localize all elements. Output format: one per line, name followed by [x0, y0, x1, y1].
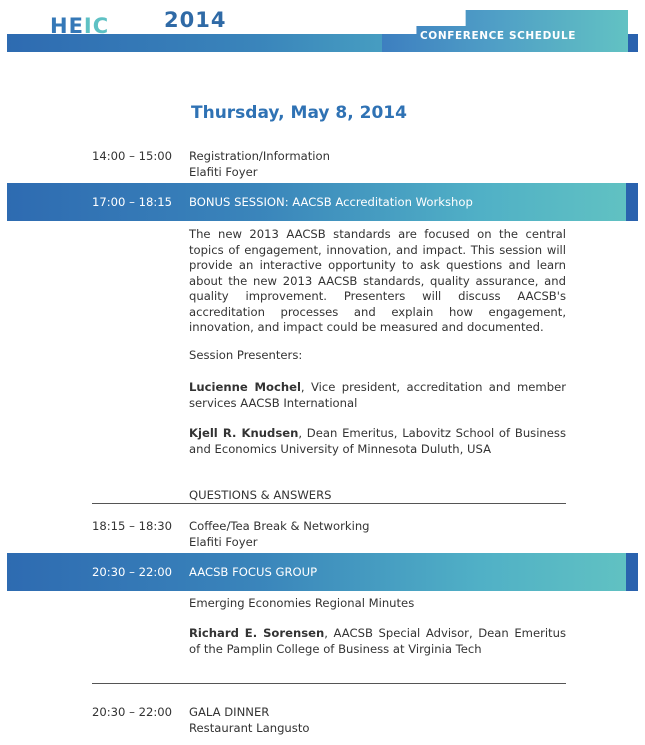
schedule-location: Restaurant Langusto — [189, 721, 310, 735]
schedule-row-focus-group — [7, 553, 638, 591]
section-title: CONFERENCE SCHEDULE — [420, 30, 577, 42]
presenter-name: Kjell R. Knudsen — [189, 426, 299, 440]
conference-year: 2014 — [164, 8, 227, 32]
presenter-entry — [189, 380, 566, 411]
schedule-row-bonus-session — [7, 183, 638, 221]
schedule-location: Elafiti Foyer — [189, 165, 258, 179]
schedule-location: Elafiti Foyer — [189, 535, 258, 549]
day-title: Thursday, May 8, 2014 — [191, 103, 407, 123]
qa-label: QUESTIONS & ANSWERS — [189, 488, 332, 502]
schedule-time: 14:00 – 15:00 — [92, 149, 172, 163]
schedule-title: Registration/Information — [189, 149, 330, 163]
schedule-title: Coffee/Tea Break & Networking — [189, 519, 370, 533]
schedule-title: BONUS SESSION: AACSB Accreditation Workshop — [189, 195, 473, 209]
logo-text-part1: HE — [50, 14, 84, 38]
conference-logo — [50, 14, 109, 38]
divider — [92, 683, 566, 684]
presenter-detail: , Vice president, accreditation and member services AACSB International — [189, 380, 566, 410]
presenter-entry — [189, 626, 566, 657]
schedule-time: 20:30 – 22:00 — [92, 705, 172, 719]
logo-text-part2: IC — [83, 14, 110, 38]
focus-group-subtitle: Emerging Economies Regional Minutes — [189, 596, 415, 610]
presenter-name: Richard E. Sorensen — [189, 626, 325, 640]
presenter-detail: , AACSB Special Advisor, Dean Emeritus of the Pamplin College of Business at Virginia Tech — [189, 626, 566, 656]
presenters-label: Session Presenters: — [189, 348, 303, 362]
schedule-time: 18:15 – 18:30 — [92, 519, 172, 533]
schedule-title: GALA DINNER — [189, 705, 270, 719]
schedule-title: AACSB FOCUS GROUP — [189, 565, 318, 579]
divider — [92, 503, 566, 504]
schedule-time: 20:30 – 22:00 — [92, 565, 172, 579]
schedule-time: 17:00 – 18:15 — [92, 195, 172, 209]
presenter-detail: , Dean Emeritus, Labovitz School of Business and Economics University of Minnesota Duluth, USA — [189, 426, 566, 456]
presenter-entry — [189, 426, 566, 457]
workshop-description: The new 2013 AACSB standards are focused on the central topics of engagement, innovation, and impact. This session will provide an interactive opportunity to ask questions and learn about the new 2013 AACSB standards, quality assurance, and quality improvement. Presenters will discuss AACSB's accreditation processes and explain how engagement, innovation, and impact could be measured and documented. — [189, 227, 566, 334]
presenter-name: Lucienne Mochel — [189, 380, 301, 394]
